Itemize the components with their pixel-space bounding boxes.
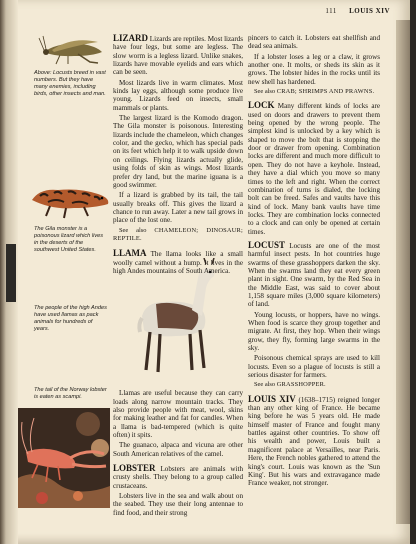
lobster-text-1: Lobsters are animals with crusty shells. They belong to a group called crustaceans. bbox=[113, 465, 243, 490]
lock-text-1: Many different kinds of locks are used on doors and drawers to prevent them being opened by the wrong people. The simplest kind is unlocked by a key which is shaped to move the bolt that is stopping the door or drawer from opening. Combination locks are different and much more difficult to open. They do not have a keyhole. Instead, they have a dial which you move so many times to the left and right. When the correct combination of turns is dialed, the locking bolt can be freed. Safes and vaults have this kind of lock. Many bank vaults have time locks. They are combination locks connected to a clock and can only be opened at certain times. bbox=[248, 102, 380, 236]
llama-caption: The people of the high Andes have used llamas as pack animals for hundreds of years. bbox=[34, 305, 107, 332]
lizard-text-1: Lizards are reptiles. Most lizards have four legs, but some are legless. The slow worm is a legless lizard. Unlike snakes, lizards have movable eyelids and ears which can be seen. bbox=[113, 35, 243, 77]
entry-louis-xiv bbox=[248, 395, 380, 488]
locust-see-also bbox=[248, 381, 380, 389]
see-also-label: See also bbox=[254, 88, 276, 96]
see-also-label: See also bbox=[119, 226, 147, 234]
lobster-photo bbox=[18, 408, 110, 508]
locust-text-3: Poisonous chemical sprays are used to kill locusts. Even so a plague of locusts is still a serious disaster for farmers. bbox=[248, 354, 380, 380]
index-tab bbox=[6, 244, 16, 302]
text-column-right bbox=[248, 34, 380, 490]
llama-text-1: The llama looks like a small woolly camel without a hump. It lives in the high Andes mountains of South America. bbox=[113, 250, 243, 275]
lizard-text-2: Most lizards live in warm climates. Most kinds lay eggs, although some produce live young. Lizards feed on insects, small mammals or plants. bbox=[113, 78, 243, 112]
headword-locust: LOCUST bbox=[248, 239, 286, 250]
entry-lobster bbox=[113, 464, 243, 490]
locust-text-2: Young locusts, or hoppers, have no wings. When food is scarce they group together and migrate. At first, they hop. When their wings grow, they fly, forming large swarms in the sky. bbox=[248, 310, 380, 353]
text-column-left bbox=[113, 34, 243, 519]
see-also-refs: CHAMELEON; DINOSAUR; REPTILE. bbox=[113, 226, 243, 242]
headword-llama: LLAMA bbox=[113, 248, 147, 259]
headword-lock: LOCK bbox=[248, 100, 275, 111]
lobster-see-also bbox=[248, 88, 380, 96]
lobster-caption: The tail of the Norway lobster is eaten as scampi. bbox=[34, 387, 107, 400]
see-also-refs: CRAB; SHRIMPS AND PRAWNS. bbox=[276, 88, 375, 96]
entry-llama bbox=[113, 249, 243, 275]
lizard-see-also bbox=[113, 227, 243, 244]
locust-caption: Above: Locusts breed in vast numbers. But they have many enemies, including birds, other insects and man. bbox=[34, 70, 106, 97]
llama-text-3: The guanaco, alpaca and vicuna are other South American relatives of the camel. bbox=[113, 441, 243, 458]
locust-text-1: Locusts are one of the most harmful insect pests. In hot countries huge swarms of these grasshoppers darken the sky. When the swarms land they eat every green plant in sight. One swarm, by the Red Sea in the Middle East, was said to cover about 1,158 square miles (3,000 square kilometers) of land. bbox=[248, 241, 380, 309]
headword-louis-xiv: LOUIS XIV bbox=[248, 393, 296, 404]
running-header bbox=[315, 7, 390, 15]
gila-caption: The Gila monster is a poisonous lizard which lives in the deserts of the southwest United States. bbox=[34, 226, 104, 253]
llama-text-2: Llamas are useful because they can carry loads along narrow mountain tracks. They also provide people with meat, wool, skins for making leather and fat for candles. When a llama is bad-tempered (which is quite often) it spits. bbox=[113, 389, 243, 439]
locust-illustration bbox=[38, 32, 108, 66]
lobster-cont-1: pincers to catch it. Lobsters eat shellfish and dead sea animals. bbox=[248, 34, 380, 51]
see-also-refs: GRASSHOPPER. bbox=[276, 381, 326, 389]
lobster-text-2: Lobsters live in the sea and walk about on the seabed. They use their long antennae to find food, and their strong bbox=[113, 492, 243, 517]
lizard-text-4: If a lizard is grabbed by its tail, the tail usually breaks off. This gives the lizard a chance to run away. Later a new tail grows in place of the lost one. bbox=[113, 191, 243, 225]
lizard-text-3: The largest lizard is the Komodo dragon. The Gila monster is poisonous. Interesting lizards include the chameleon, which changes color, and the gecko, which has special pads on its feet which help it to walk upside down on ceilings. Flying lizards actually glide, using folds of skin as wings. Most lizards prefer dry land, but the marine iguana is a good swimmer. bbox=[113, 114, 244, 189]
entry-lock bbox=[248, 101, 380, 236]
entry-lizard bbox=[113, 34, 243, 77]
louis-text-1: (1638–1715) reigned longer than any other king of France. He became king before he was 5 years old. He made himself master of France and fought many battles against other countries. To show off his wealth and power, Louis built a magnificent palace at Versailles, near Paris. Here, the French nobles gathered to attend the king's court. Louis was known as the 'Sun King'. But his wars and extravagance made France weaker, not stronger. bbox=[248, 395, 380, 488]
see-also-label: See also bbox=[254, 381, 276, 389]
headword-lizard: LIZARD bbox=[113, 33, 149, 43]
gila-monster-illustration bbox=[28, 176, 112, 220]
headword-lobster: LOBSTER bbox=[113, 463, 156, 474]
llama-figure-space bbox=[113, 277, 243, 389]
page-number: 111 bbox=[325, 7, 337, 15]
entry-locust bbox=[248, 241, 380, 309]
lobster-cont-2: If a lobster loses a leg or a claw, it grows another one. It molts, or sheds its skin as it grows. The lobster hides in the rocks until its new shell has hardened. bbox=[248, 52, 380, 86]
page-edge bbox=[396, 20, 410, 524]
running-title: LOUIS XIV bbox=[349, 7, 390, 15]
